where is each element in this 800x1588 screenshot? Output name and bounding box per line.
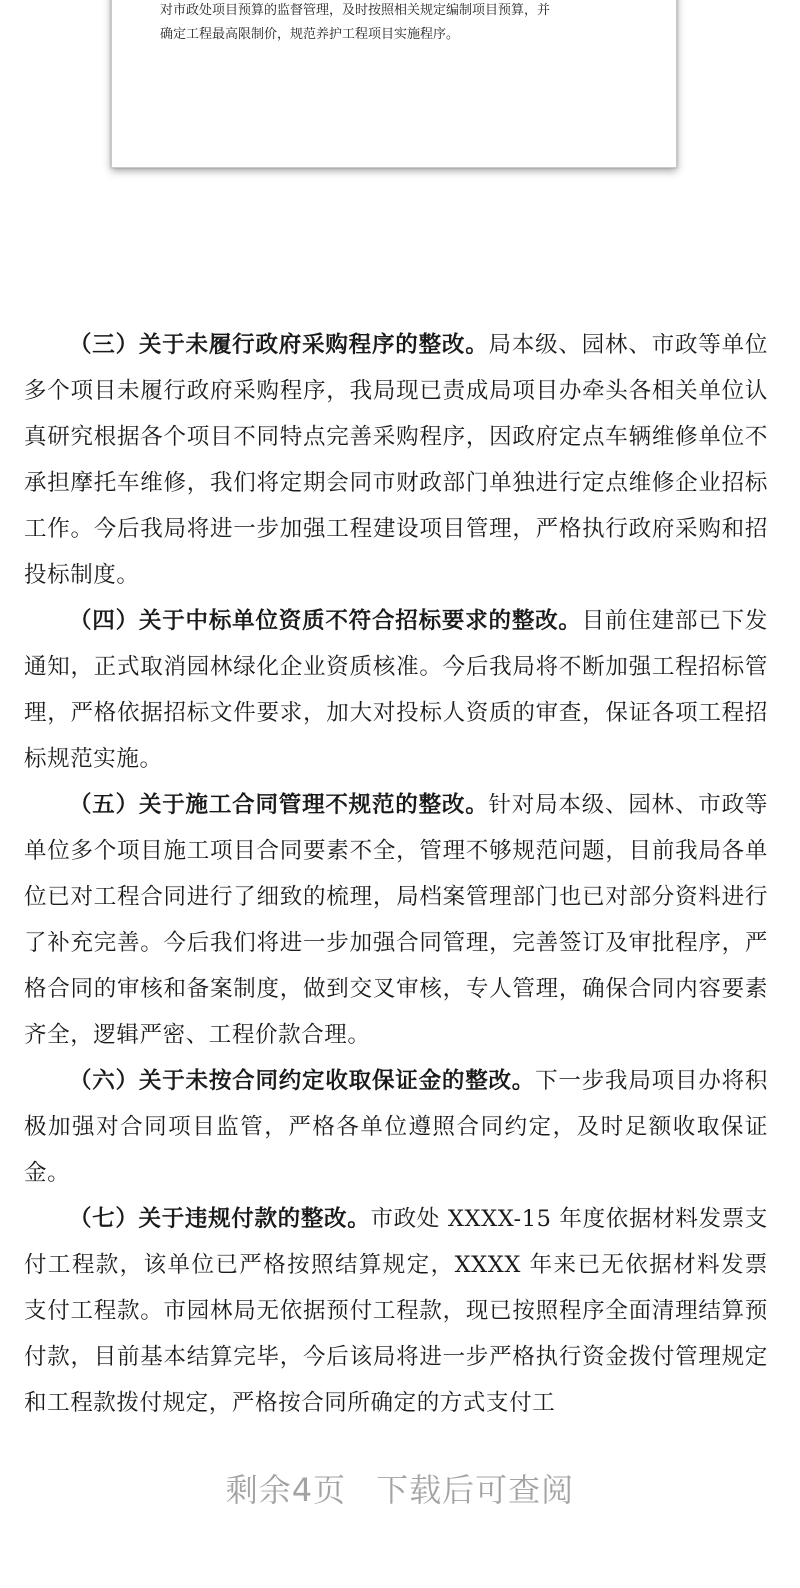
paragraph-text: 目前住建部已下发通知，正式取消园林绿化企业资质核准。今后我局将不断加强工程招标管理，严格依据招标文件要求，加大对投标人资质的审查，保证各项工程招标规范实施。 [24,608,768,772]
paragraph-text: 局本级、园林、市政等单位多个项目未履行政府采购程序，我局现已责成局项目办牵头各相关单位认真研究根据各个项目不同特点完善采购程序，因政府定点车辆维修单位不承担摩托车维修，我们将定期会同市财政部门单独进行定点维修企业招标工作。今后我局将进一步加强工程建设项目管理，严格执行政府采购和招投标制度。 [24,332,768,588]
paragraph-5 [24,782,768,1058]
paragraph-heading: （五）关于施工合同管理不规范的整改。 [69,792,489,818]
paragraph-heading: （七）关于违规付款的整改。 [69,1206,371,1232]
document-body [24,322,768,1426]
download-hint-label: 下载后可查阅 [376,1471,575,1509]
remaining-pages-label: 剩余4页 [225,1471,347,1509]
paragraph-7 [24,1196,768,1426]
paragraph-6 [24,1058,768,1196]
paragraph-heading: （三）关于未履行政府采购程序的整改。 [69,332,489,358]
paragraph-text: 市政处 XXXX-15 年度依据材料发票支付工程款，该单位已严格按照结算规定，XXXX 年来已无依据材料发票支付工程款。市园林局无依据预付工程款，现已按照程序全面清理结算预付款，目前基本结算完毕，今后该局将进一步严格执行资金拨付管理规定和工程款拨付规定，严格按合同所确定的方式支付工 [24,1206,768,1416]
download-to-read-notice[interactable] [0,1466,800,1514]
paragraph-4 [24,598,768,782]
preview-text-line: 对市政处项目预算的监督管理，及时按照相关规定编制项目预算，并 [160,3,551,18]
paragraph-heading: （四）关于中标单位资质不符合招标要求的整改。 [69,608,582,634]
paragraph-text: 针对局本级、园林、市政等单位多个项目施工项目合同要素不全，管理不够规范问题，目前我局各单位已对工程合同进行了细致的梳理，局档案管理部门也已对部分资料进行了补充完善。今后我们将进一步加强合同管理，完善签订及审批程序，严格合同的审核和备案制度，做到交叉审核，专人管理，确保合同内容要素齐全，逻辑严密、工程价款合理。 [24,792,768,1048]
paragraph-heading: （六）关于未按合同约定收取保证金的整改。 [69,1068,536,1094]
preview-text-line: 确定工程最高限制价，规范养护工程项目实施程序。 [160,27,460,42]
paragraph-3 [24,322,768,598]
paragraph-text: 下一步我局项目办将积极加强对合同项目监管，严格各单位遵照合同约定，及时足额收取保证金。 [24,1068,768,1186]
document-preview-card [111,0,677,168]
